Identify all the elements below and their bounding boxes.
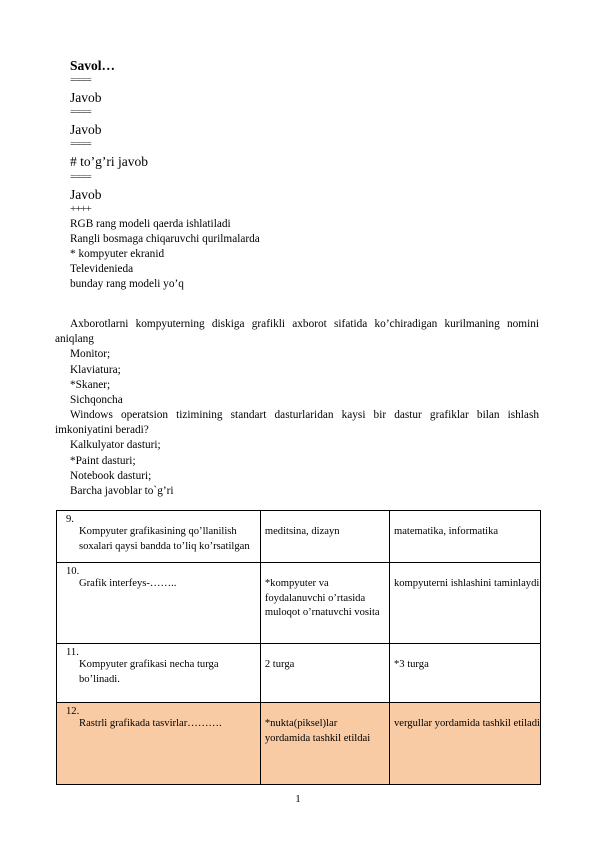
answer-cell: 2 turga [260, 644, 389, 703]
separator: ==== [70, 106, 91, 118]
option: Barcha javoblar to`g’ri [70, 485, 174, 498]
question-block-device [55, 317, 539, 408]
question-text: Grafik interfeys-…….. [79, 578, 177, 589]
answer-line: Javob [70, 187, 102, 202]
question-text: Windows operatsion tizimining standart dasturlaridan kaysi bir dastur grafiklar bilan ishlash imkoniyatini beradi? [55, 409, 539, 437]
question-number: 10. [66, 566, 80, 577]
question-block-windows [55, 408, 539, 499]
question-cell [57, 511, 261, 563]
option: Rangli bosmaga chiqaruvchi qurilmalarda [70, 233, 260, 245]
answer-cell: meditsina, dizayn [260, 511, 389, 563]
question-text: Rastrli grafikada tasvirlar………. [79, 718, 222, 729]
answer-cell: *kompyuter va foydalanuvchi o’rtasida muloqot o’rnatuvchi vosita [260, 563, 389, 644]
answer-cell: *3 turga [389, 644, 540, 703]
separator: ==== [70, 74, 91, 86]
option: Sichqoncha [70, 394, 123, 407]
table-row-highlighted [57, 703, 541, 785]
option: *Paint dasturi; [70, 454, 136, 467]
question-number: 12. [66, 706, 80, 717]
option: Televidenieda [70, 263, 134, 275]
table-row [57, 511, 541, 563]
answer-cell: *nukta(piksel)lar yordamida tashkil etildai [260, 703, 389, 785]
separator: ++++ [70, 203, 91, 215]
option: Kalkulyator dasturi; [70, 439, 161, 452]
question-cell [57, 703, 261, 785]
correct-answer-line: # to’g’ri javob [70, 154, 148, 169]
question-cell [57, 563, 261, 644]
answer-line: Javob [70, 90, 102, 105]
answer-cell: matematika, informatika [389, 511, 540, 563]
answer-cell: vergullar yordamida tashkil etiladi [389, 703, 540, 785]
option: Monitor; [70, 348, 111, 361]
question-text: Kompyuter grafikasining qo’llanilish soxalari qaysi bandda to’liq ko’rsatilgan [79, 526, 250, 552]
separator: ==== [70, 171, 91, 183]
questions-table [56, 510, 541, 785]
page-number: 1 [295, 793, 301, 805]
answer-cell: kompyuterni ishlashini taminlaydi [389, 563, 540, 644]
question-text: Kompyuter grafikasi necha turga bo’linadi. [79, 659, 219, 685]
question-cell [57, 644, 261, 703]
option: *Skaner; [70, 378, 111, 391]
table-row [57, 563, 541, 644]
question-text: RGB rang modeli qaerda ishlatiladi [70, 218, 231, 230]
question-number: 9. [66, 514, 74, 525]
option: * kompyuter ekranid [70, 248, 165, 260]
question-number: 11. [66, 647, 79, 658]
separator: ==== [70, 138, 91, 150]
answer-line: Javob [70, 122, 102, 137]
table-row [57, 644, 541, 703]
question-title: Savol… [70, 58, 116, 73]
option: bunday rang modeli yo’q [70, 278, 184, 290]
option: Notebook dasturi; [70, 469, 152, 482]
option: Klaviatura; [70, 363, 121, 376]
question-text: Axborotlarni kompyuterning diskiga grafikli axborot sifatida ko’chiradigan kurilmaning nomini aniqlang [55, 318, 539, 346]
